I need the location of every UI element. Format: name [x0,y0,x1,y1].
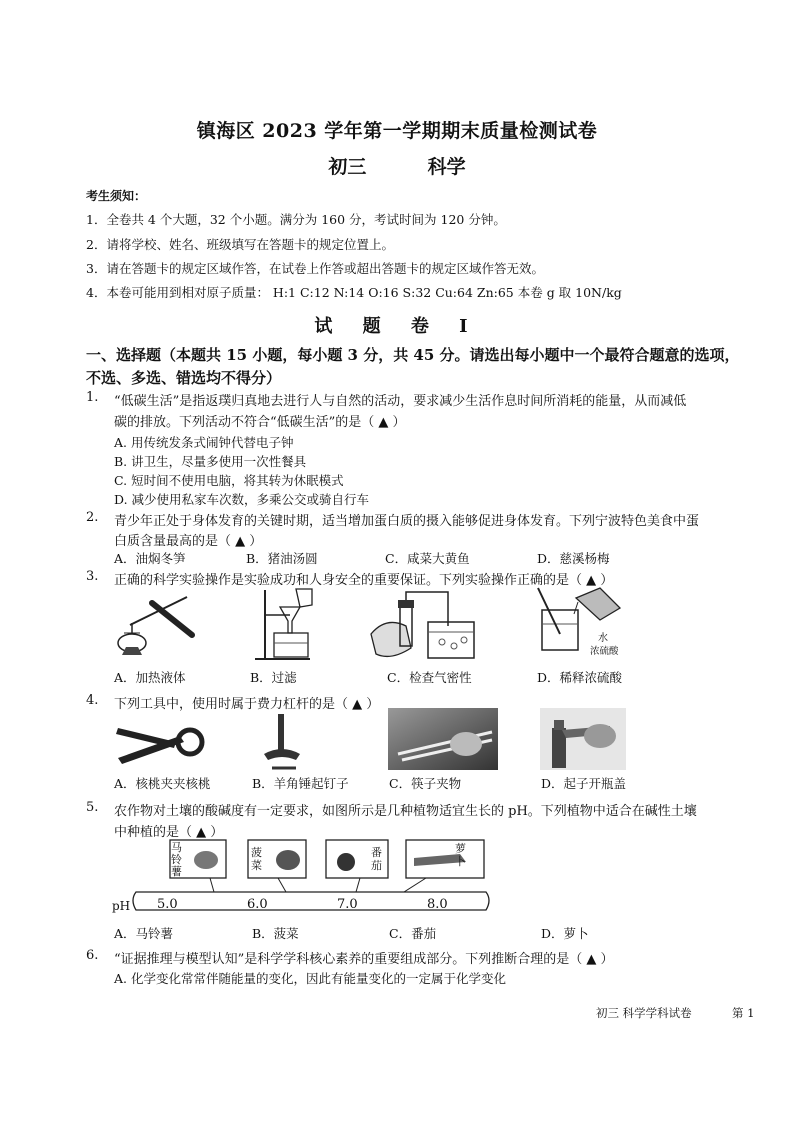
ph-axis-label: pH [112,899,131,913]
q4-option-a: A．核桃夹夹核桃 [114,776,211,791]
q4-option-d: D．起子开瓶盖 [541,776,627,791]
plant-label-potato: 马铃薯 [171,841,182,878]
q2-option-d: D．慈溪杨梅 [537,551,610,566]
q1-number: 1. [86,390,99,405]
section1-heading-line1: 一、选择题（本题共 15 小题，每小题 3 分，共 45 分。请选出每小题中一个最符合题意的选项， [86,346,740,364]
chopsticks-figure [388,708,498,770]
filtration-figure [250,585,320,665]
q2-option-a: A．油焖冬笋 [114,551,186,566]
footer-paper-name: 初三 科学学科试卷 [596,1006,692,1020]
footer-page-number: 第 1 [732,1006,755,1020]
heating-liquid-figure [112,585,202,663]
q2-option-b: B．猪油汤圆 [246,551,318,566]
q4-stem: 下列工具中，使用时属于费力杠杆的是（ ▲ ） [114,697,380,712]
notice-item-1: 1．全卷共 4 个大题，32 个小题。满分为 160 分，考试时间为 120 分钟。 [86,212,506,227]
q1-option-c: C. 短时间不使用电脑，将其转为休眠模式 [114,473,344,488]
q1-option-d: D. 减少使用私家车次数，多乘公交或骑自行车 [114,492,370,507]
q1-option-b: B. 讲卫生，尽量多使用一次性餐具 [114,454,307,469]
conc-sulfuric-acid-label: 浓硫酸 [590,646,619,657]
q5-option-a: A．马铃薯 [114,926,174,941]
paper-title: 试 题 卷 I [314,316,480,337]
section1-heading-line2: 不选、多选、错选均不得分） [86,369,282,387]
notice-item-3: 3．请在答题卡的规定区域作答，在试卷上作答或超出答题卡的规定区域作答无效。 [86,261,544,276]
q3-number: 3. [86,569,99,584]
grade-label: 初三 [328,156,367,178]
q4-option-b: B．羊角锤起钉子 [252,776,349,791]
q6-option-a: A. 化学变化常常伴随能量的变化，因此有能量变化的一定属于化学变化 [114,971,506,986]
notice-item-4: 4．本卷可能用到相对原子质量： H:1 C:12 N:14 O:16 S:32 Cu:64 Zn:65 本卷 g 取 10N/kg [86,285,622,300]
q2-stem-line1: 青少年正处于身体发育的关键时期，适当增加蛋白质的摄入能够促进身体发育。下列宁波特色美食中蛋 [114,514,700,529]
q2-stem-line2: 白质含量最高的是（ ▲ ） [114,534,263,549]
q5-stem-line1: 农作物对土壤的酸碱度有一定要求，如图所示是几种植物适宜生长的 pH。下列植物中适合在碱性土壤 [114,804,697,819]
q6-stem: “证据推理与模型认知”是科学学科核心素养的重要组成部分。下列推断合理的是（ ▲ ） [114,952,614,967]
q1-option-a: A. 用传统发条式闹钟代替电子钟 [114,435,294,450]
ph-tick-6: 6.0 [247,897,268,912]
q6-number: 6. [86,948,99,963]
notice-item-2: 2．请将学校、姓名、班级填写在答题卡的规定位置上。 [86,237,394,252]
q5-option-d: D．萝卜 [541,926,589,941]
plant-label-radish: 萝卜 [455,842,466,868]
exam-subject-line [0,152,794,179]
q5-stem-line2: 中种植的是（ ▲ ） [114,825,224,840]
q1-stem-line1: “低碳生活”是指返璞归真地去进行人与自然的活动，要求减少生活作息时间所消耗的能量，从而减低 [114,394,687,409]
q5-option-c: C．番茄 [389,926,437,941]
airtightness-check-figure [366,586,484,666]
q5-option-b: B．菠菜 [252,926,299,941]
ph-tick-8: 8.0 [427,897,448,912]
q3-stem: 正确的科学实验操作是实验成功和人身安全的重要保证。下列实验操作正确的是（ ▲ ） [114,573,614,588]
ph-tick-5: 5.0 [157,897,178,912]
exam-title: 镇海区 2023 学年第一学期期末质量检测试卷 [196,120,598,142]
q2-option-c: C．咸菜大黄鱼 [385,551,470,566]
q3-option-d: D．稀释浓硫酸 [537,670,623,685]
q3-option-c: C．检查气密性 [387,670,472,685]
subject-label: 科学 [427,156,466,178]
nutcracker-figure [114,714,210,768]
water-label: 水 [598,633,608,644]
q3-option-b: B．过滤 [250,670,297,685]
notice-heading: 考生须知： [86,189,147,203]
ph-tick-7: 7.0 [337,897,358,912]
plant-label-spinach: 菠菜 [251,846,262,872]
q4-option-c: C．筷子夹物 [389,776,462,791]
q4-number: 4. [86,693,99,708]
q3-option-a: A．加热液体 [114,670,186,685]
q5-number: 5. [86,800,99,815]
bottle-opener-figure [540,708,626,770]
claw-hammer-figure [252,710,312,772]
plant-label-tomato: 番茄 [371,846,382,872]
q2-number: 2. [86,510,99,525]
q1-stem-line2: 碳的排放。下列活动不符合“低碳生活”的是（ ▲ ） [114,415,406,430]
